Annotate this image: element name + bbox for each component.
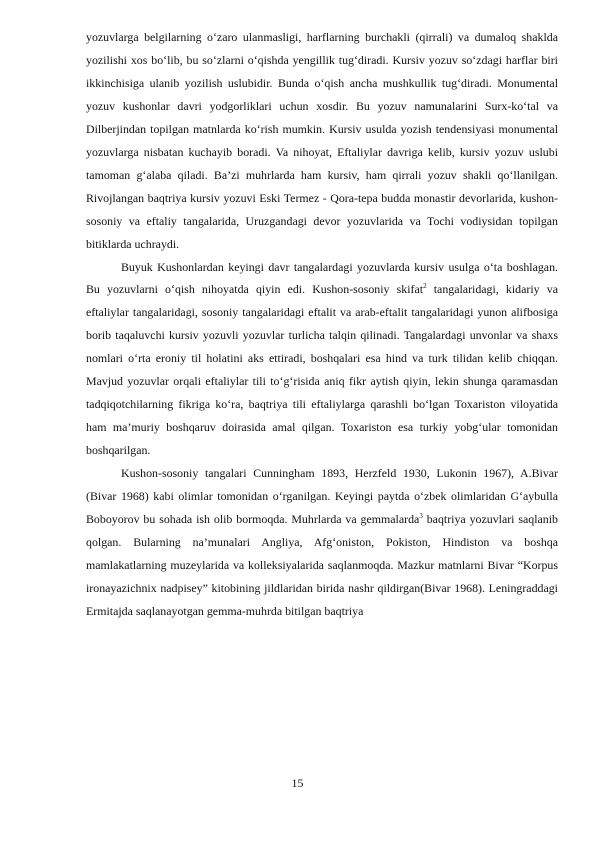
paragraph-3-text-before-footnote: Kushon-sosoniy tangalari Cunningham 1893, Herzfeld 1930, Lukonin 1967), A.Bivar (Bivar 1968) kabi olimlar tomonidan o‘rganilgan. Keyingi paytda o‘zbek olimlaridan G‘aybulla Boboyorov bu sohada ish olib bormoqda. Muhrlarda va gemmalarda <box>86 466 558 527</box>
paragraph-1: yozuvlarga belgilarning o‘zaro ulanmasligi, harflarning burchakli (qirrali) va dumaloq shaklda yozilishi xos bo‘lib, bu so‘zlarni o‘qishda yengillik tug‘diradi. Kursiv yozuv so‘zdagi harflar biri ikkinchisiga ulanib yozilish uslubidir. Bunda o‘qish ancha mushkullik tug‘diradi. Monumental yozuv kushonlar davri yodgorliklari uchun xosdir. Bu yozuv namunalarini Surx-ko‘tal va Dilberjindan topilgan matnlarda ko‘rish mumkin. Kursiv usulda yozish tendensiyasi monumental yozuvlarga nisbatan kuchayib boradi. Va nihoyat, Eftaliylar davriga kelib, kursiv yozuv uslubi tamoman g‘alaba qiladi. Ba’zi muhrlarda ham kursiv, ham qirrali yozuv shakli qo‘llanilgan. Rivojlangan baqtriya kursiv yozuvi Eski Termez - Qora-tepa budda monastir devorlarida, kushon-sosoniy va eftaliy tangalarida, Uruzgandagi devor yozuvlarida va Tochi vodiysidan topilgan bitiklarda uchraydi. <box>86 30 558 251</box>
paragraph-3 <box>86 462 558 623</box>
paragraph-2-text-after-footnote: tangalaridagi, kidariy va eftaliylar tangalaridagi, sosoniy tangalaridagi eftalit va arab-eftalit tangalaridagi yunon alifbosiga borib taqaluvchi kursiv yozuvli yozuvlar turlicha talqin qilinadi. Tangalardagi unvonlar va shaxs nomlari o‘rta eroniy til holatini aks ettiradi, boshqalari esa hind va turk tilidan kelib chiqqan. Mavjud yozuvlar orqali eftaliylar tili to‘g‘risida aniq fikr aytish qiyin, lekin shunga qaramasdan tadqiqotchilarning fikriga ko‘ra, baqtriya tili eftaliylarga qarashli bo‘lgan Toxariston viloyatida ham ma’muriy boshqaruv doirasida amal qilgan. Toxariston esa turkiy yobg‘ular tomonidan boshqarilgan. <box>86 282 558 458</box>
footnote-marker-3[interactable]: 3 <box>419 512 423 521</box>
document-page <box>86 26 558 623</box>
page-number: 15 <box>291 776 304 790</box>
paragraph-2-text-before-footnote: Buyuk Kushonlardan keyingi davr tangalardagi yozuvlarda kursiv usulga o‘ta boshlagan. Bu yozuvlarni o‘qish nihoyatda qiyin edi. Kushon-sosoniy skifat <box>86 259 558 297</box>
paragraph-3-text-after-footnote: baqtriya yozuvlari saqlanib qolgan. Bularning na’munalari Angliya, Afg‘oniston, Pokiston, Hindiston va boshqa mamlakatlarning muzeylarida va kolleksiyalarida saqlanmoqda. Mazkur matnlarni Bivar “Korpus ironayazichnix nadpisey” kitobining jildlaridan birida nashr qildirgan(Bivar 1968). Leningraddagi Ermitajda saqlanayotgan gemma-muhrda bitilgan baqtriya <box>86 512 559 618</box>
footnote-marker-2[interactable]: 2 <box>423 282 427 291</box>
paragraph-2 <box>86 256 558 463</box>
